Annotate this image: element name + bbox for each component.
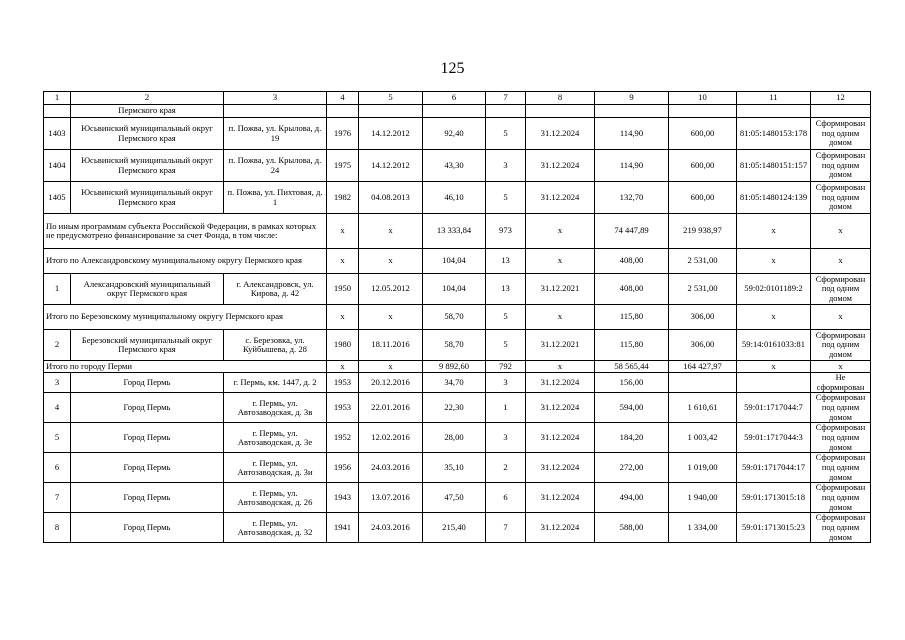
value-cell: 408,00 xyxy=(595,274,669,305)
value-cell xyxy=(669,373,737,393)
subtotal-cell: х xyxy=(526,214,595,249)
area-cell: 58,70 xyxy=(423,330,486,361)
subtotal-cell: 13 xyxy=(486,249,526,274)
value-cell: 594,00 xyxy=(595,393,669,423)
row-number-cell: 1 xyxy=(44,274,71,305)
municipality-cell: Березовский муниципальный округ Пермского края xyxy=(71,330,224,361)
subtotal-cell: х xyxy=(327,361,359,373)
subtotal-cell: х xyxy=(359,361,423,373)
address-cell: г. Александровск, ул. Кирова, д. 42 xyxy=(224,274,327,305)
term-cell: 31.12.2024 xyxy=(526,483,595,513)
residents-cell: 1 xyxy=(486,393,526,423)
header-cell: 9 xyxy=(595,92,669,105)
area-cell: 47,50 xyxy=(423,483,486,513)
residents-cell: 6 xyxy=(486,483,526,513)
residents-cell: 2 xyxy=(486,453,526,483)
cadastral-cell: 81:05:1480124:139 xyxy=(737,182,811,214)
subtotal-cell: 58 565,44 xyxy=(595,361,669,373)
status-cell: Сформирован под одним домом xyxy=(811,393,871,423)
cadastral-cell: 59:14:0161033:81 xyxy=(737,330,811,361)
date-cell: 14.12.2012 xyxy=(359,150,423,182)
year-cell: 1975 xyxy=(327,150,359,182)
address-cell: п. Пожва, ул. Крылова, д. 24 xyxy=(224,150,327,182)
address-cell: п. Пожва, ул. Пихтовая, д. 1 xyxy=(224,182,327,214)
municipality-cell: Юсьвинский муниципальный округ Пермского края xyxy=(71,182,224,214)
year-cell: 1950 xyxy=(327,274,359,305)
header-cell: 10 xyxy=(669,92,737,105)
table-row xyxy=(44,118,871,150)
cadastral-cell: 81:05:1480153:178 xyxy=(737,118,811,150)
address-cell: г. Пермь, ул. Автозаводская, д. 32 xyxy=(224,513,327,543)
header-cell: 2 xyxy=(71,92,224,105)
header-cell: 3 xyxy=(224,92,327,105)
table-row xyxy=(44,483,871,513)
year-cell: 1956 xyxy=(327,453,359,483)
area-cell: 104,04 xyxy=(423,274,486,305)
value-cell: 184,20 xyxy=(595,423,669,453)
municipality-cell: Город Пермь xyxy=(71,373,224,393)
term-cell: 31.12.2021 xyxy=(526,274,595,305)
year-cell: 1941 xyxy=(327,513,359,543)
municipality-cell: Юсьвинский муниципальный округ Пермского края xyxy=(71,118,224,150)
term-cell: 31.12.2021 xyxy=(526,330,595,361)
value-cell: 156,00 xyxy=(595,373,669,393)
area-cell: 215,40 xyxy=(423,513,486,543)
date-cell: 20.12.2016 xyxy=(359,373,423,393)
header-cell: 4 xyxy=(327,92,359,105)
subtotal-cell: 9 892,60 xyxy=(423,361,486,373)
value-cell: 132,70 xyxy=(595,182,669,214)
municipality-cell: Юсьвинский муниципальный округ Пермского края xyxy=(71,150,224,182)
subtotal-cell: х xyxy=(737,305,811,330)
table-row xyxy=(44,373,871,393)
area-cell: 22,30 xyxy=(423,393,486,423)
address-cell: г. Пермь, км. 1447, д. 2 xyxy=(224,373,327,393)
year-cell: 1953 xyxy=(327,373,359,393)
date-cell: 24.03.2016 xyxy=(359,513,423,543)
row-number-cell: 6 xyxy=(44,453,71,483)
value-cell: 272,00 xyxy=(595,453,669,483)
term-cell: 31.12.2024 xyxy=(526,373,595,393)
subtotal-cell: 408,00 xyxy=(595,249,669,274)
status-cell: Сформирован под одним домом xyxy=(811,182,871,214)
subtotal-cell: х xyxy=(327,305,359,330)
status-cell: Сформирован под одним домом xyxy=(811,150,871,182)
cadastral-cell: 59:02:0101189:2 xyxy=(737,274,811,305)
date-cell: 24.03.2016 xyxy=(359,453,423,483)
subtotal-cell: 219 938,97 xyxy=(669,214,737,249)
status-cell: Сформирован под одним домом xyxy=(811,513,871,543)
value-cell: 1 334,00 xyxy=(669,513,737,543)
address-cell: с. Березовка, ул. Куйбышева, д. 28 xyxy=(224,330,327,361)
cadastral-cell: 59:01:1713015:23 xyxy=(737,513,811,543)
address-cell: г. Пермь, ул. Автозаводская, д. 3е xyxy=(224,423,327,453)
subtotal-cell: 792 xyxy=(486,361,526,373)
row-number-cell: 7 xyxy=(44,483,71,513)
subtotal-cell: х xyxy=(526,305,595,330)
subtotal-cell: х xyxy=(811,305,871,330)
status-cell: Сформирован под одним домом xyxy=(811,423,871,453)
subtotal-cell: 115,80 xyxy=(595,305,669,330)
year-cell: 1943 xyxy=(327,483,359,513)
subtotal-cell: х xyxy=(526,361,595,373)
date-cell: 12.02.2016 xyxy=(359,423,423,453)
table-row xyxy=(44,274,871,305)
date-cell: 04.08.2013 xyxy=(359,182,423,214)
row-number-cell: 1404 xyxy=(44,150,71,182)
area-cell: 92,40 xyxy=(423,118,486,150)
value-cell: 1 610,61 xyxy=(669,393,737,423)
header-cell: 1 xyxy=(44,92,71,105)
subtotal-cell: х xyxy=(811,214,871,249)
table-body xyxy=(44,92,871,543)
value-cell: 1 019,00 xyxy=(669,453,737,483)
year-cell: 1980 xyxy=(327,330,359,361)
residents-cell: 5 xyxy=(486,182,526,214)
term-cell: 31.12.2024 xyxy=(526,423,595,453)
date-cell: 18.11.2016 xyxy=(359,330,423,361)
status-cell: Сформирован под одним домом xyxy=(811,330,871,361)
subtotal-label: Итого по Александровскому муниципальному округу Пермского края xyxy=(44,249,327,274)
value-cell: 588,00 xyxy=(595,513,669,543)
subtotal-row xyxy=(44,249,871,274)
municipality-cell: Город Пермь xyxy=(71,393,224,423)
status-cell: Сформирован под одним домом xyxy=(811,274,871,305)
continuation-row xyxy=(44,105,871,118)
cadastral-cell: 59:01:1717044:17 xyxy=(737,453,811,483)
subtotal-cell: х xyxy=(737,249,811,274)
header-cell: 11 xyxy=(737,92,811,105)
subtotal-cell: 2 531,00 xyxy=(669,249,737,274)
subtotal-cell: х xyxy=(327,214,359,249)
subtotal-row xyxy=(44,361,871,373)
value-cell: 1 003,42 xyxy=(669,423,737,453)
subtotal-cell: 973 xyxy=(486,214,526,249)
value-cell: 115,80 xyxy=(595,330,669,361)
date-cell: 22.01.2016 xyxy=(359,393,423,423)
subtotal-cell: х xyxy=(327,249,359,274)
header-cell: 8 xyxy=(526,92,595,105)
date-cell: 13.07.2016 xyxy=(359,483,423,513)
subtotal-cell: 104,04 xyxy=(423,249,486,274)
subtotal-cell: х xyxy=(737,214,811,249)
subtotal-cell: х xyxy=(737,361,811,373)
subtotal-label: Итого по городу Перми xyxy=(44,361,327,373)
status-cell: Сформирован под одним домом xyxy=(811,118,871,150)
subtotal-cell: 74 447,89 xyxy=(595,214,669,249)
table-row xyxy=(44,393,871,423)
residents-cell: 3 xyxy=(486,150,526,182)
subtotal-row xyxy=(44,305,871,330)
municipality-cell: Город Пермь xyxy=(71,513,224,543)
subtotal-cell: 164 427,97 xyxy=(669,361,737,373)
cadastral-cell xyxy=(737,373,811,393)
row-number-cell: 8 xyxy=(44,513,71,543)
row-number-cell: 5 xyxy=(44,423,71,453)
subtotal-label: Итого по Березовскому муниципальному округу Пермского края xyxy=(44,305,327,330)
term-cell: 31.12.2024 xyxy=(526,393,595,423)
municipality-cell: Город Пермь xyxy=(71,423,224,453)
year-cell: 1982 xyxy=(327,182,359,214)
table-row xyxy=(44,182,871,214)
address-cell: г. Пермь, ул. Автозаводская, д. 26 xyxy=(224,483,327,513)
municipality-cell: Город Пермь xyxy=(71,453,224,483)
year-cell: 1952 xyxy=(327,423,359,453)
year-cell: 1953 xyxy=(327,393,359,423)
area-cell: 34,70 xyxy=(423,373,486,393)
subtotal-cell: х xyxy=(359,249,423,274)
row-number-cell: 4 xyxy=(44,393,71,423)
residents-cell: 3 xyxy=(486,373,526,393)
residents-cell: 5 xyxy=(486,118,526,150)
area-cell: 43,30 xyxy=(423,150,486,182)
value-cell: 114,90 xyxy=(595,118,669,150)
subtotal-cell: 306,00 xyxy=(669,305,737,330)
value-cell: 306,00 xyxy=(669,330,737,361)
subtotal-cell: 13 333,84 xyxy=(423,214,486,249)
header-cell: 12 xyxy=(811,92,871,105)
cadastral-cell: 59:01:1713015:18 xyxy=(737,483,811,513)
municipality-cell: Город Пермь xyxy=(71,483,224,513)
table-row xyxy=(44,150,871,182)
housing-table xyxy=(43,91,871,543)
cadastral-cell: 59:01:1717044:7 xyxy=(737,393,811,423)
subtotal-cell: х xyxy=(526,249,595,274)
header-row xyxy=(44,92,871,105)
row-number-cell: 2 xyxy=(44,330,71,361)
date-cell: 12.05.2012 xyxy=(359,274,423,305)
row-number-cell: 1403 xyxy=(44,118,71,150)
area-cell: 46,10 xyxy=(423,182,486,214)
value-cell: 600,00 xyxy=(669,182,737,214)
municipality-cell: Александровский муниципальный округ Пермского края xyxy=(71,274,224,305)
cadastral-cell: 81:05:1480151:157 xyxy=(737,150,811,182)
subtotal-cell: х xyxy=(359,305,423,330)
residents-cell: 3 xyxy=(486,423,526,453)
address-cell: г. Пермь, ул. Автозаводская, д. 3в xyxy=(224,393,327,423)
header-cell: 7 xyxy=(486,92,526,105)
term-cell: 31.12.2024 xyxy=(526,453,595,483)
value-cell: 1 940,00 xyxy=(669,483,737,513)
subtotal-cell: х xyxy=(811,249,871,274)
subtotal-cell: 58,70 xyxy=(423,305,486,330)
header-cell: 5 xyxy=(359,92,423,105)
year-cell: 1976 xyxy=(327,118,359,150)
value-cell: 494,00 xyxy=(595,483,669,513)
term-cell: 31.12.2024 xyxy=(526,150,595,182)
continuation-cell: Пермского края xyxy=(71,105,224,118)
header-cell: 6 xyxy=(423,92,486,105)
page-number: 125 xyxy=(440,60,465,77)
residents-cell: 5 xyxy=(486,330,526,361)
address-cell: г. Пермь, ул. Автозаводская, д. 3и xyxy=(224,453,327,483)
value-cell: 600,00 xyxy=(669,118,737,150)
subtotal-label: По иным программам субъекта Российской Федерации, в рамках которых не предусмотрено финансирование за счет Фонда, в том числе: xyxy=(44,214,327,249)
term-cell: 31.12.2024 xyxy=(526,182,595,214)
status-cell: Сформирован под одним домом xyxy=(811,453,871,483)
status-cell: Не сформирован xyxy=(811,373,871,393)
date-cell: 14.12.2012 xyxy=(359,118,423,150)
term-cell: 31.12.2024 xyxy=(526,118,595,150)
residents-cell: 7 xyxy=(486,513,526,543)
cadastral-cell: 59:01:1717044:3 xyxy=(737,423,811,453)
table-row xyxy=(44,423,871,453)
area-cell: 28,00 xyxy=(423,423,486,453)
residents-cell: 13 xyxy=(486,274,526,305)
subtotal-cell: 5 xyxy=(486,305,526,330)
address-cell: п. Пожва, ул. Крылова, д. 19 xyxy=(224,118,327,150)
table-row xyxy=(44,330,871,361)
value-cell: 2 531,00 xyxy=(669,274,737,305)
table-row xyxy=(44,453,871,483)
term-cell: 31.12.2024 xyxy=(526,513,595,543)
row-number-cell: 1405 xyxy=(44,182,71,214)
subtotal-cell: х xyxy=(359,214,423,249)
area-cell: 35,10 xyxy=(423,453,486,483)
table-row xyxy=(44,513,871,543)
subtotal-cell: х xyxy=(811,361,871,373)
value-cell: 600,00 xyxy=(669,150,737,182)
status-cell: Сформирован под одним домом xyxy=(811,483,871,513)
subtotal-row xyxy=(44,214,871,249)
value-cell: 114,90 xyxy=(595,150,669,182)
row-number-cell: 3 xyxy=(44,373,71,393)
